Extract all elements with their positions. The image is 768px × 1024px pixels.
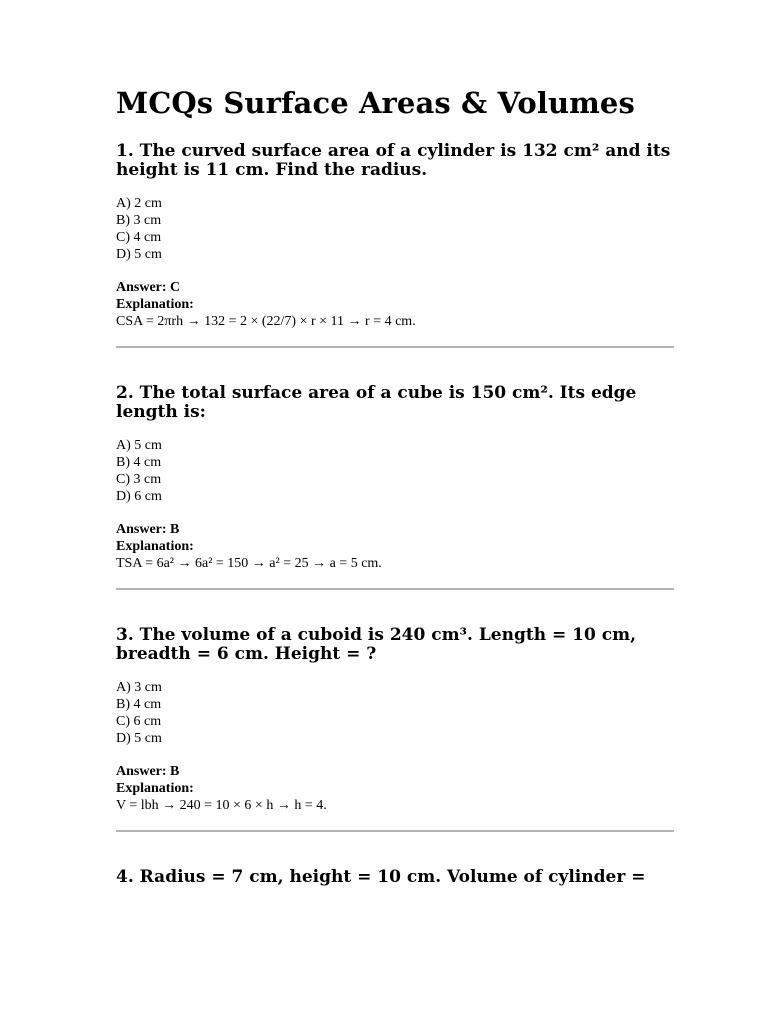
divider [116,588,674,590]
options-list [116,679,674,747]
explanation-text: V = lbh → 240 = 10 × 6 × h → h = 4. [116,798,327,813]
question-1 [116,142,674,330]
question-text: 1. The curved surface area of a cylinder is 132 cm² and its height is 11 cm. Find the radius. [116,141,671,180]
answer-line: Answer: B [116,522,180,537]
document-page [116,86,674,902]
options-list [116,437,674,505]
explanation-label: Explanation: [116,780,194,796]
option-c: C) 4 cm [116,230,162,245]
option-a: A) 2 cm [116,196,162,211]
option-b: B) 4 cm [116,455,162,470]
option-d: D) 6 cm [116,489,162,504]
option-d: D) 5 cm [116,247,162,262]
question-2 [116,384,674,572]
options-list [116,195,674,263]
option-a: A) 3 cm [116,680,162,695]
page-title: MCQs Surface Areas & Volumes [116,86,635,120]
explanation-text: CSA = 2πrh → 132 = 2 × (22/7) × r × 11 → r = 4 cm. [116,314,416,329]
question-4 [116,868,674,887]
option-c: C) 6 cm [116,714,162,729]
explanation-text: TSA = 6a² → 6a² = 150 → a² = 25 → a = 5 cm. [116,556,382,571]
option-d: D) 5 cm [116,731,162,746]
answer-line: Answer: B [116,764,180,779]
explanation-label: Explanation: [116,538,194,554]
question-text: 2. The total surface area of a cube is 150 cm². Its edge length is: [116,383,637,422]
option-b: B) 4 cm [116,697,162,712]
option-c: C) 3 cm [116,472,162,487]
explanation-label: Explanation: [116,296,194,312]
divider [116,830,674,832]
answer-line: Answer: C [116,280,181,295]
question-text: 3. The volume of a cuboid is 240 cm³. Length = 10 cm, breadth = 6 cm. Height = ? [116,625,636,664]
question-text: 4. Radius = 7 cm, height = 10 cm. Volume of cylinder = [116,867,646,887]
question-3 [116,626,674,814]
divider [116,346,674,348]
option-b: B) 3 cm [116,213,162,228]
option-a: A) 5 cm [116,438,162,453]
